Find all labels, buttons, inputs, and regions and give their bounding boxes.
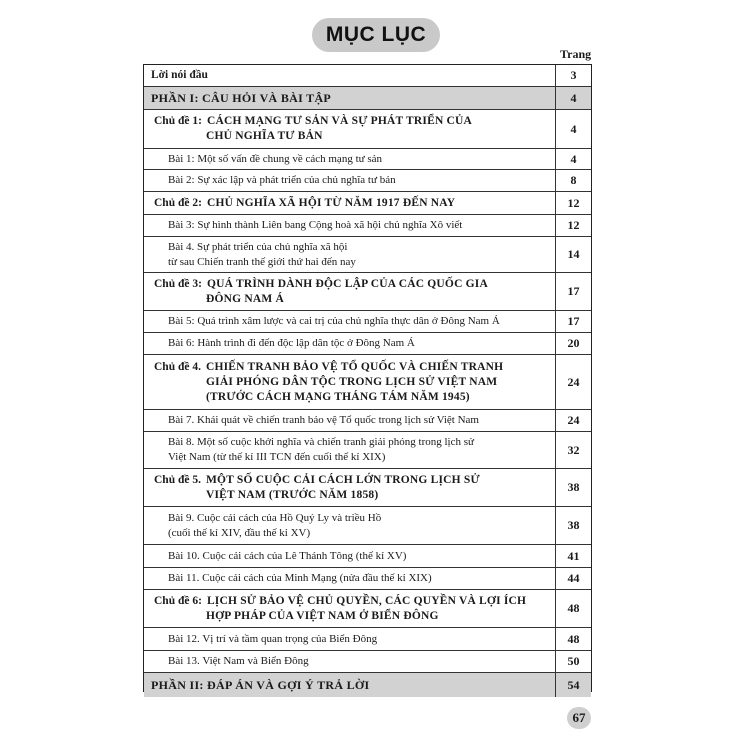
- topic-title-line: GIẢI PHÓNG DÂN TỘC TRONG LỊCH SỬ VIỆT NAM: [206, 375, 498, 388]
- topic-title-line: LỊCH SỬ BẢO VỆ CHỦ QUYỀN, CÁC QUYỀN VÀ LỢI ÍCH: [206, 594, 527, 607]
- lesson-title-line: Bài 2: Sự xác lập và phát triển của chủ nghĩa tư bản: [168, 174, 396, 186]
- toc-page-number: 44: [555, 568, 591, 589]
- toc-page-number: 12: [555, 192, 591, 214]
- toc-page-number: 38: [555, 469, 591, 506]
- toc-page-number: 54: [555, 673, 591, 697]
- lesson-title-line: Bài 1: Một số vấn đề chung về cách mạng tư sản: [168, 152, 382, 165]
- toc-row-lesson: [144, 410, 591, 432]
- toc-entry-text: [144, 651, 555, 672]
- toc-entry-text: [144, 545, 555, 567]
- topic-title-line: (TRƯỚC CÁCH MẠNG THÁNG TÁM NĂM 1945): [206, 390, 470, 403]
- toc-entry-text: [144, 87, 555, 109]
- topic-prefix: Chủ đề 5.: [154, 473, 201, 486]
- lesson-title-line: Bài 10. Cuộc cải cách của Lê Thánh Tông (thế kỉ XV): [168, 549, 407, 562]
- entry-title: Lời nói đầu: [151, 69, 208, 81]
- part-heading: PHẦN II: ĐÁP ÁN VÀ GỢI Ý TRẢ LỜI: [151, 677, 370, 692]
- page-number: 67: [567, 707, 591, 729]
- toc-entry-text: [144, 273, 555, 310]
- toc-row-lesson: [144, 170, 591, 192]
- lesson-title-line: Bài 4. Sự phát triển của chủ nghĩa xã hội: [168, 240, 348, 253]
- toc-entry-text: [144, 333, 555, 354]
- toc-page-number: 12: [555, 215, 591, 236]
- toc-entry-text: [144, 432, 555, 468]
- toc-row-plain: [144, 65, 591, 87]
- toc-row-lesson: [144, 628, 591, 651]
- toc-row-lesson: [144, 215, 591, 237]
- toc-row-lesson: [144, 311, 591, 333]
- toc-row-topic: [144, 590, 591, 628]
- topic-prefix: Chủ đề 1:: [154, 115, 202, 127]
- toc-row-lesson: [144, 237, 591, 273]
- toc-row-lesson: [144, 507, 591, 545]
- toc-entry-text: [144, 355, 555, 409]
- toc-entry-text: [144, 65, 555, 86]
- toc-row-topic: [144, 192, 591, 215]
- page-column-label: Trang: [560, 47, 592, 61]
- toc-page-number: 4: [555, 110, 591, 148]
- topic-prefix: Chủ đề 4.: [154, 360, 201, 373]
- toc-entry-text: [144, 590, 555, 627]
- toc-page-number: 38: [555, 507, 591, 544]
- toc-row-topic: [144, 273, 591, 311]
- topic-title-line: VIỆT NAM (TRƯỚC NĂM 1858): [206, 488, 379, 501]
- toc-page-number: 4: [555, 149, 591, 169]
- topic-title-line: MỘT SỐ CUỘC CẢI CÁCH LỚN TRONG LỊCH SỬ: [205, 473, 480, 486]
- toc-row-lesson: [144, 568, 591, 590]
- lesson-title-line: Bài 12. Vị trí và tầm quan trọng của Biển Đông: [168, 632, 378, 645]
- toc-title: MỤC LỤC: [312, 18, 440, 52]
- toc-page-number: 20: [555, 333, 591, 354]
- lesson-title-line: (cuối thế kỉ XIV, đầu thế kỉ XV): [168, 526, 311, 539]
- toc-row-lesson: [144, 432, 591, 469]
- toc-row-topic: [144, 469, 591, 507]
- lesson-title-line: Bài 11. Cuộc cải cách của Minh Mạng (nửa đầu thế kỉ XIX): [168, 572, 432, 584]
- lesson-title-line: Bài 8. Một số cuộc khởi nghĩa và chiến tranh giải phóng trong lịch sử: [168, 436, 474, 448]
- toc-row-topic: [144, 355, 591, 410]
- toc-row-part: [144, 87, 591, 110]
- toc-row-lesson: [144, 651, 591, 673]
- toc-row-lesson: [144, 149, 591, 170]
- toc-entry-text: [144, 311, 555, 332]
- topic-title-line: CÁCH MẠNG TƯ SẢN VÀ SỰ PHÁT TRIỂN CỦA: [206, 115, 473, 127]
- topic-prefix: Chủ đề 2:: [154, 196, 202, 209]
- toc-entry-text: [144, 170, 555, 191]
- topic-title-line: ĐÔNG NAM Á: [206, 292, 285, 305]
- lesson-title-line: Bài 5: Quá trình xâm lược và cai trị của chủ nghĩa thực dân ở Đông Nam Á: [168, 315, 500, 327]
- lesson-title-line: từ sau Chiến tranh thế giới thứ hai đến nay: [168, 255, 356, 268]
- lesson-title-line: Bài 9. Cuộc cải cách của Hồ Quý Ly và triều Hồ: [168, 511, 382, 524]
- toc-row-topic: [144, 110, 591, 149]
- toc-entry-text: [144, 673, 555, 697]
- part-heading: PHẦN I: CÂU HỎI VÀ BÀI TẬP: [151, 90, 332, 105]
- toc-entry-text: [144, 237, 555, 272]
- toc-page-number: 4: [555, 87, 591, 109]
- toc-page-number: 48: [555, 590, 591, 627]
- topic-title-line: CHỦ NGHĨA TƯ BẢN: [206, 130, 323, 142]
- toc-entry-text: [144, 507, 555, 544]
- toc-page-number: 14: [555, 237, 591, 272]
- toc-row-lesson: [144, 545, 591, 568]
- lesson-title-line: Bài 3: Sự hình thành Liên bang Cộng hoà xã hội chủ nghĩa Xô viết: [168, 219, 463, 231]
- toc-page-number: 8: [555, 170, 591, 191]
- topic-prefix: Chủ đề 3:: [154, 277, 202, 290]
- toc-page-number: 48: [555, 628, 591, 650]
- toc-entry-text: [144, 568, 555, 589]
- topic-title-line: HỢP PHÁP CỦA VIỆT NAM Ở BIỂN ĐÔNG: [206, 609, 439, 622]
- toc-page-number: 24: [555, 410, 591, 431]
- toc-page-number: 41: [555, 545, 591, 567]
- toc-table: [143, 64, 592, 692]
- lesson-title-line: Bài 6: Hành trình đi đến độc lập dân tộc ở Đông Nam Á: [168, 337, 415, 349]
- topic-title-line: QUÁ TRÌNH DÀNH ĐỘC LẬP CỦA CÁC QUỐC GIA: [206, 277, 488, 290]
- topic-title-line: CHIẾN TRANH BẢO VỆ TỔ QUỐC VÀ CHIẾN TRANH: [205, 360, 504, 373]
- toc-entry-text: [144, 410, 555, 431]
- toc-page-number: 24: [555, 355, 591, 409]
- toc-page-number: 3: [555, 65, 591, 86]
- toc-entry-text: [144, 469, 555, 506]
- toc-entry-text: [144, 149, 555, 169]
- toc-entry-text: [144, 628, 555, 650]
- toc-page-number: 17: [555, 273, 591, 310]
- toc-row-lesson: [144, 333, 591, 355]
- lesson-title-line: Bài 13. Việt Nam và Biển Đông: [168, 655, 309, 667]
- lesson-title-line: Bài 7. Khái quát về chiến tranh bảo vệ Tổ quốc trong lịch sử Việt Nam: [168, 414, 479, 426]
- topic-title-line: CHỦ NGHĨA XÃ HỘI TỪ NĂM 1917 ĐẾN NAY: [206, 196, 456, 209]
- lesson-title-line: Việt Nam (từ thế kỉ III TCN đến cuối thế kỉ XIX): [168, 451, 386, 463]
- toc-row-part: [144, 673, 591, 697]
- toc-page-number: 50: [555, 651, 591, 672]
- toc-entry-text: [144, 192, 555, 214]
- toc-entry-text: [144, 215, 555, 236]
- topic-prefix: Chủ đề 6:: [154, 594, 202, 607]
- toc-page-number: 17: [555, 311, 591, 332]
- toc-entry-text: [144, 110, 555, 148]
- toc-page-number: 32: [555, 432, 591, 468]
